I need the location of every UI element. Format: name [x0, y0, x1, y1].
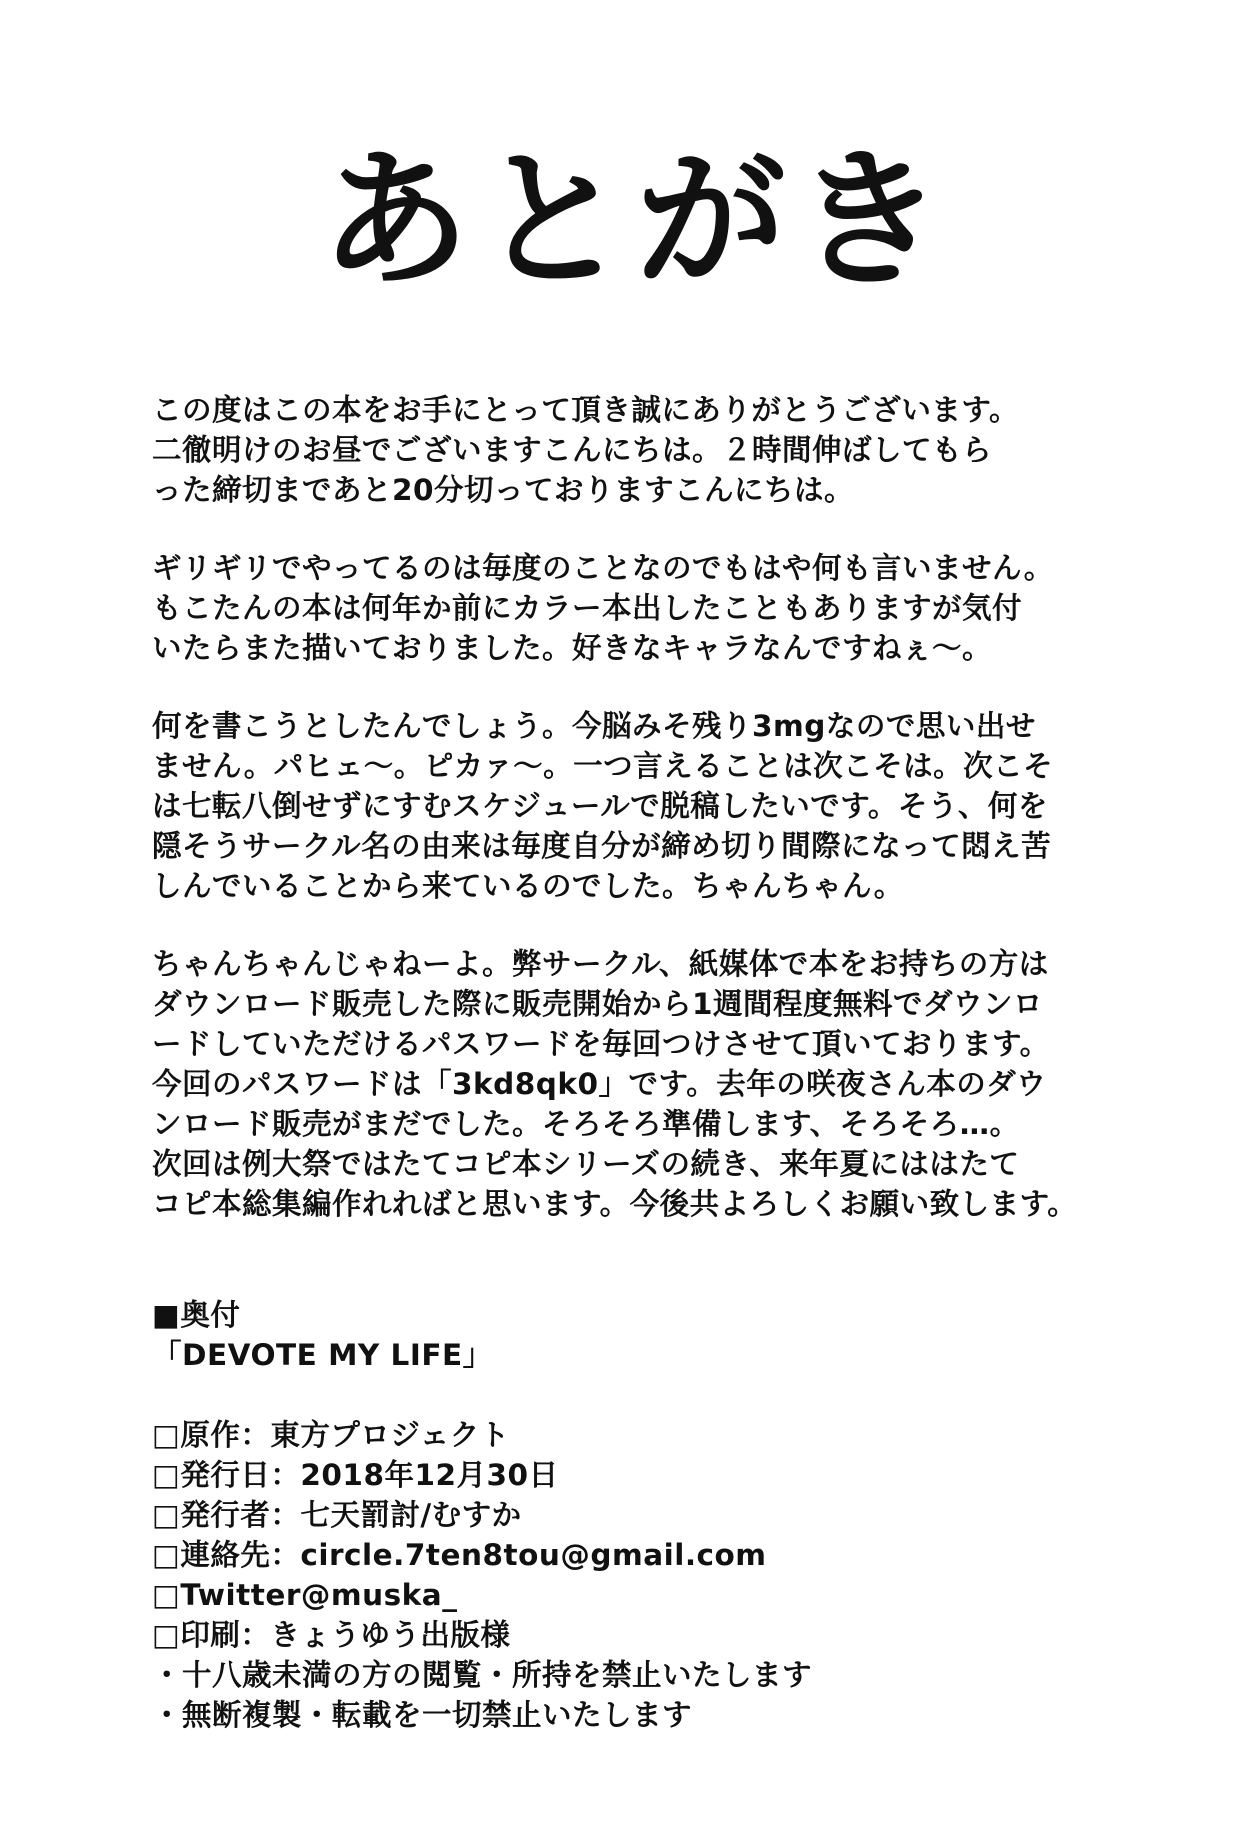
paragraph-2	[152, 548, 1132, 668]
paragraph-line: ギリギリでやってるのは毎度のことなのでもはや何も言いません。	[152, 551, 1054, 585]
paragraph-line: コピ本総集編作れればと思います。今後共よろしくお願い致します。	[152, 1187, 1078, 1221]
paragraph-line: この度はこの本をお手にとって頂き誠にありがとうございます。	[152, 393, 1020, 427]
paragraph-line: いたらまた描いておりました。好きなキャラなんですねぇ～。	[152, 631, 993, 665]
afterword-body	[152, 390, 1132, 1262]
colophon-item-contact: □連絡先：circle.7ten8tou@gmail.com	[152, 1538, 767, 1572]
colophon-item-original-work: □原作：東方プロジェクト	[152, 1418, 510, 1452]
paragraph-line: ません。パヒェ～。ピカァ～。一つ言えることは次こそは。次こそ	[152, 749, 1054, 783]
paragraph-1	[152, 390, 1132, 510]
colophon-item-printer: □印刷：きょうゆう出版様	[152, 1618, 511, 1652]
colophon-spacer	[152, 1375, 1052, 1415]
book-title: 「DEVOTE MY LIFE」	[152, 1338, 493, 1372]
colophon-item-publish-date: □発行日：2018年12月30日	[152, 1458, 559, 1492]
paragraph-line: 二徹明けのお昼でございますこんにちは。２時間伸ばしてもら	[152, 433, 993, 467]
paragraph-line: ンロード販売がまだでした。そろそろ準備します、そろそろ…。	[152, 1107, 1020, 1141]
paragraph-line: しんでいることから来ているのでした。ちゃんちゃん。	[152, 869, 904, 903]
paragraph-line: 次回は例大祭ではたてコピ本シリーズの続き、来年夏にははたて	[152, 1147, 1020, 1181]
paragraph-line: った締切まであと20分切っておりますこんにちは。	[152, 473, 855, 507]
paragraph-4	[152, 944, 1132, 1224]
paragraph-line: ダウンロード販売した際に販売開始から1週間程度無料でダウンロ	[152, 987, 1044, 1021]
paragraph-line: ードしていただけるパスワードを毎回つけさせて頂いております。	[152, 1027, 1050, 1061]
afterword-title: あとがき	[320, 132, 953, 308]
colophon-item-twitter: □Twitter@muska_	[152, 1578, 458, 1612]
colophon-note-no-reproduction: ・無断複製・転載を一切禁止いたします	[152, 1698, 693, 1732]
colophon-item-publisher: □発行者：七天罰討/むすか	[152, 1498, 522, 1532]
paragraph-line: 何を書こうとしたんでしょう。今脳みそ残り3mgなので思い出せ	[152, 709, 1036, 743]
paragraph-line: 今回のパスワードは「3kd8qk0」です。去年の咲夜さん本のダウ	[152, 1067, 1047, 1101]
paragraph-line: ちゃんちゃんじゃねーよ。弊サークル、紙媒体で本をお持ちの方は	[152, 947, 1049, 981]
colophon-note-age-restriction: ・十八歳未満の方の閲覧・所持を禁止いたします	[152, 1658, 813, 1692]
paragraph-line: は七転八倒せずにすむスケジュールで脱稿したいです。そう、何を	[152, 789, 1048, 823]
paragraph-line: もこたんの本は何年か前にカラー本出したこともありますが気付	[152, 591, 1023, 625]
paragraph-3	[152, 706, 1132, 906]
paragraph-line: 隠そうサークル名の由来は毎度自分が締め切り間際になって悶え苦	[152, 829, 1052, 863]
colophon	[152, 1295, 1052, 1735]
colophon-heading: ■奥付	[152, 1298, 241, 1332]
